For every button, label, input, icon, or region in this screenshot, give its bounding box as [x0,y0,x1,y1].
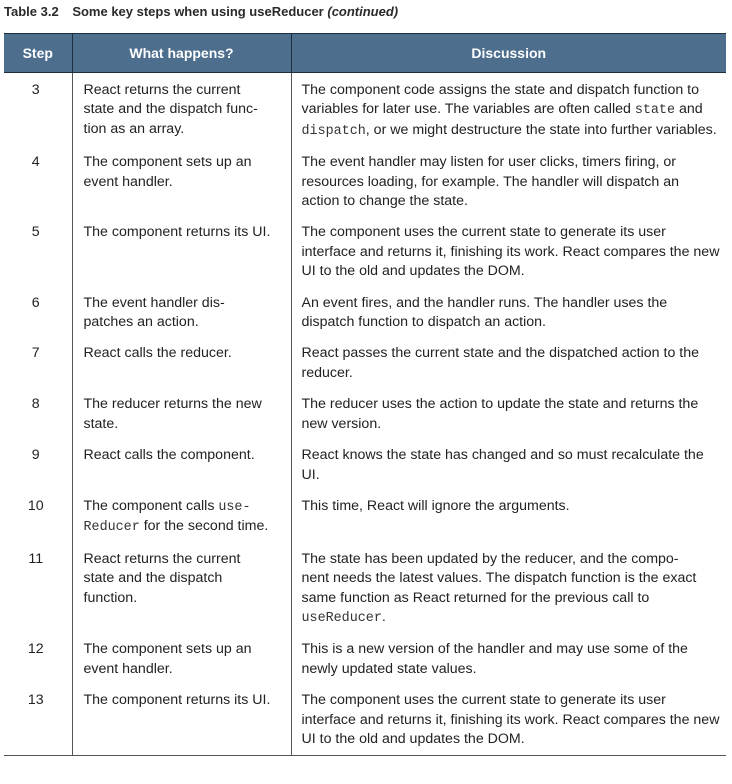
discussion-cell [291,288,726,339]
discussion-cell [291,634,726,685]
step-number: 8 [31,396,40,413]
what-happens-cell [72,544,291,635]
what-happens-line: React returns the current [83,82,241,98]
inline-code: use- [218,499,251,515]
text-run: React knows the state has changed and so must recalculate the UI. [301,447,704,483]
what-happens-cell [72,440,291,491]
table-row [4,217,726,287]
discussion-cell [291,440,726,491]
what-happens-line: The component returns its UI. [83,692,271,709]
step-number: 11 [28,550,44,567]
table-title: Some key steps when using useReducer [72,4,324,19]
step-number: 12 [27,641,44,658]
inline-code: dispatch [301,123,366,139]
what-happens-line: event handler. [83,173,173,190]
text-run: This is a new version of the handler and may use some of the newly updated state values. [301,641,688,677]
table-row [4,491,726,544]
table-row [4,338,726,389]
what-happens-line: state and the dispatch [83,570,223,587]
what-happens-line: function. [83,589,138,606]
header-step: Step [4,34,72,73]
what-happens-line: The reducer returns the new [83,396,262,413]
what-happens-cell [72,338,291,389]
what-happens-line: The event handler dis- [83,294,225,311]
inline-code: useReducer [301,610,382,626]
discussion-cell [291,147,726,217]
what-happens-line: patches an action. [83,314,199,331]
what-happens-cell [72,685,291,756]
what-happens-cell [72,288,291,339]
table-row [4,73,726,148]
table-row [4,147,726,217]
text-run: nent needs the latest values. The dispatch function is the exact same function as React returned for the previous call to [301,570,697,606]
discussion-cell [291,73,726,148]
step-number: 4 [31,154,40,171]
what-happens-cell [72,634,291,685]
what-happens-line: state. [83,415,119,432]
discussion-cell [291,685,726,756]
step-number: 7 [31,345,40,362]
what-happens-cell [72,491,291,544]
what-happens-line: event handler. [83,660,173,677]
step-number: 13 [4,685,72,756]
what-happens-line: The component sets up an [83,641,252,658]
what-happens-cell [72,389,291,440]
text-run: The component uses the current state to generate its user interface and returns it, finishing its work. React compares the new UI to the old and updates the DOM. [301,692,720,747]
discussion-cell [291,544,726,635]
step-number: 3 [31,82,40,98]
text-run: The component code assigns the state and dispatch function to variables for later use. The variables are often called [301,82,700,118]
steps-table [4,33,726,756]
text-run: and [675,101,703,118]
step-number: 5 [31,224,40,241]
text-run: The component calls [83,497,219,514]
text-run: An event fires, and the handler runs. The handler uses the dispatch function to dispatch an action. [301,294,668,331]
text-run: The component uses the current state to generate its user interface and returns it, finishing its work. React compares the new UI to the old and updates the DOM. [301,224,720,280]
step-number: 6 [31,294,40,311]
steps-table-container [4,33,726,756]
table-row [4,685,726,756]
text-run: The reducer uses the action to update the state and returns the new version. [301,396,699,432]
discussion-cell [291,491,726,544]
discussion-cell [291,217,726,287]
table-title-suffix: (continued) [327,4,399,19]
step-number: 9 [31,447,40,464]
table-body [4,73,726,756]
text-run: , or we might destructure the state into further variables. [365,121,717,138]
table-row [4,389,726,440]
what-happens-cell [72,217,291,287]
what-happens-line: React calls the component. [83,447,255,464]
what-happens-line: tion as an array. [83,120,185,137]
inline-code: state [634,103,676,119]
inline-code: Reducer [83,520,140,536]
text-run: The state has been updated by the reducer, and the compo- [301,550,679,567]
discussion-cell [291,389,726,440]
what-happens-line: React returns the current [83,550,241,567]
what-happens-line: The component returns its UI. [83,224,271,241]
step-number: 10 [27,497,44,514]
table-header-row [4,34,726,73]
table-row [4,440,726,491]
what-happens-line: React calls the reducer. [83,345,232,362]
what-happens-line: The component sets up an [83,154,252,171]
table-row [4,634,726,685]
text-run: for the second time. [139,518,269,535]
text-run: This time, React will ignore the arguments. [301,497,570,514]
what-happens-cell [72,73,291,148]
text-run: React passes the current state and the dispatched action to the reducer. [301,345,699,381]
what-happens-cell [72,147,291,217]
table-number: Table 3.2 [4,4,59,19]
text-run: The event handler may listen for user clicks, timers firing, or resources loading, for example. The handler will dispatch an action to change the state. [301,154,679,210]
header-what-happens: What happens? [72,34,291,73]
table-caption [4,4,398,19]
table-row [4,288,726,339]
discussion-cell [291,338,726,389]
header-discussion: Discussion [291,34,726,73]
what-happens-line: state and the dispatch func- [83,101,258,118]
table-row [4,544,726,635]
text-run: . [381,608,386,625]
